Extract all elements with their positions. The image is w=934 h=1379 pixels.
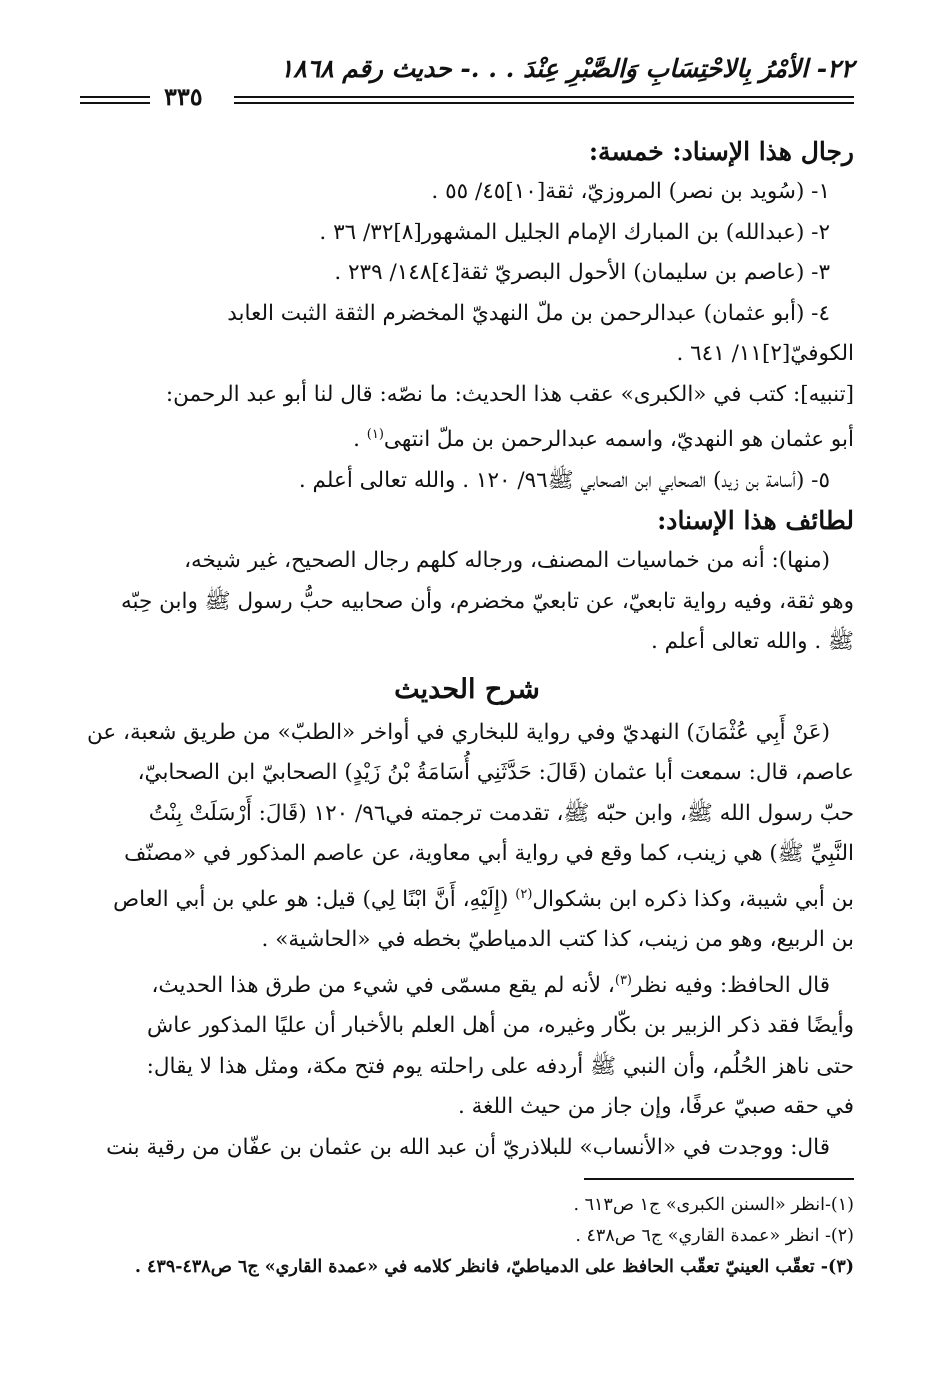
footnote-2: (٢)- انظر «عمدة القاري» ج٦ ص٤٣٨ . — [575, 1226, 854, 1247]
sharh-line-7-a: قال الحافظ: وفيه نظر — [632, 972, 830, 998]
sharh-title: شرح الحديث — [394, 673, 540, 705]
sharh-line-5 — [80, 875, 854, 921]
page-number: ٣٣٥ — [164, 82, 203, 111]
footnote-ref-2: (٢) — [515, 886, 533, 902]
sharh-line-9: حتى ناهز الحُلُم، وأن النبي ﷺ أردفه على راحلته يوم فتح مكة، ومثل هذا لا يقال: — [146, 1053, 854, 1079]
footnote-ref-3: (٣) — [614, 972, 632, 988]
sharh-line-5-b: (إِلَيْهِ، أَنَّ ابْنًا لِي) قيل: هو علي بن أبي العاص — [113, 886, 516, 912]
sharh-line-2: عاصم، قال: سمعت أبا عثمان (قَالَ: حَدَّثَنِي أُسَامَةُ بْنُ زَيْدٍ) الصحابيّ ابن الصحابيّ، — [137, 760, 854, 786]
narrator-3: ٣- (عاصم بن سليمان) الأحول البصريّ ثقة[٤]١٤٨/ ٢٣٩ . — [334, 260, 830, 285]
sharh-line-11: قال: ووجدت في «الأنساب» للبلاذريّ أن عبد الله بن عثمان بن عفّان من رقية بنت — [106, 1134, 830, 1160]
lataif-heading: لطائف هذا الإسناد: — [657, 506, 854, 536]
page-header — [80, 52, 854, 111]
sharh-line-1: (عَنْ أَبِي عُثْمَانَ) النهديّ وفي رواية للبخاري في أواخر «الطبّ» من طريق شعبة، عن — [86, 719, 830, 745]
book-page — [80, 52, 854, 1283]
sharh-line-5-a: بن أبي شيبة، وكذا ذكره ابن بشكوال — [532, 886, 854, 912]
page-number-rule — [80, 96, 150, 104]
narrator-1: ١- (سُويد بن نصر) المروزيّ، ثقة[١٠]٤٥/ ٥٥ . — [431, 179, 830, 204]
tanbih-end: . — [353, 427, 367, 453]
narrator-4-line-2: الكوفيّ[٢]١١/ ٦٤١ . — [676, 341, 854, 366]
sharh-line-7 — [80, 961, 854, 1007]
footnote-ref-1: (١) — [366, 427, 384, 442]
footnote-3: (٣)- تعقّب العينيّ تعقّب الحافظ على الدمياطيّ، فانظر كلامه في «عمدة القاري» ج٦ ص٤٣٨-٤٣٩ . — [134, 1257, 854, 1278]
sharh-line-6: بن الربيع، وهو من زينب، كذا كتب الدمياطيّ بخطه في «الحاشية» . — [261, 927, 854, 953]
footnote-1: (١)-انظر «السنن الكبرى» ج١ ص٦١٣ . — [573, 1195, 854, 1216]
header-rule — [234, 96, 854, 104]
narrator-2: ٢- (عبدالله) بن المبارك الإمام الجليل المشهور[٨]٣٢/ ٣٦ . — [319, 219, 830, 245]
rijal-heading: رجال هذا الإسناد: خمسة: — [588, 137, 854, 166]
lataif-line-1: (منها): أنه من خماسيات المصنف، ورجاله كلهم رجال الصحيح، غير شيخه، — [184, 548, 830, 574]
tanbih-line-1: [تنبيه]: كتب في «الكبرى» عقب هذا الحديث: ما نصّه: قال لنا أبو عبد الرحمن: — [165, 381, 854, 407]
sharh-line-10: في حقه صبيّ عرفًا، وإن جاز من حيث اللغة . — [457, 1094, 854, 1120]
running-title: ٢٢- الأمْرُ بِالاحْتِسَابِ وَالصَّبْرِ عِنْدَ . . .- حديث رقم ١٨٦٨ — [279, 54, 854, 83]
sharh-line-3: حبّ رسول الله ﷺ، وابن حبّه ﷺ، تقدمت ترجمته في٩٦/ ١٢٠ (قَالَ: أَرْسَلَتْ بِنْتُ — [148, 800, 854, 826]
narrator-4-line-1: ٤- (أبو عثمان) عبدالرحمن بن ملّ النهديّ المخضرم الثقة الثبت العابد — [227, 300, 830, 326]
sharh-line-4: النَّبِيِّ ﷺ) هي زينب، كما وقع في رواية أبي معاوية، عن عاصم المذكور في «مصنّف — [124, 841, 854, 867]
lataif-line-2: وهو ثقة، وفيه رواية تابعيّ، عن تابعيّ مخضرم، وأن صحابيه حبُّ رسول ﷺ وابن حِبّه — [120, 588, 854, 614]
tanbih-line-2 — [80, 415, 854, 461]
sharh-line-8: وأيضًا فقد ذكر الزبير بن بكّار وغيره، من أهل العلم بالأخبار أن عليًا المذكور عاش — [146, 1013, 854, 1039]
sharh-line-7-b: ، لأنه لم يقع مسمّى في شيء من طرق هذا الحديث، — [151, 972, 615, 998]
narrator-5: ٥- (أسامة بن زيد) الصحابي ابن الصحابي ﷺ٩٦/ ١٢٠ . والله تعالى أعلم . — [298, 467, 830, 493]
tanbih-text: أبو عثمان هو النهديّ، واسمه عبدالرحمن بن ملّ انتهى — [383, 427, 854, 453]
lataif-line-3: ﷺ . والله تعالى أعلم . — [651, 629, 854, 655]
footnote-separator — [584, 1178, 854, 1180]
